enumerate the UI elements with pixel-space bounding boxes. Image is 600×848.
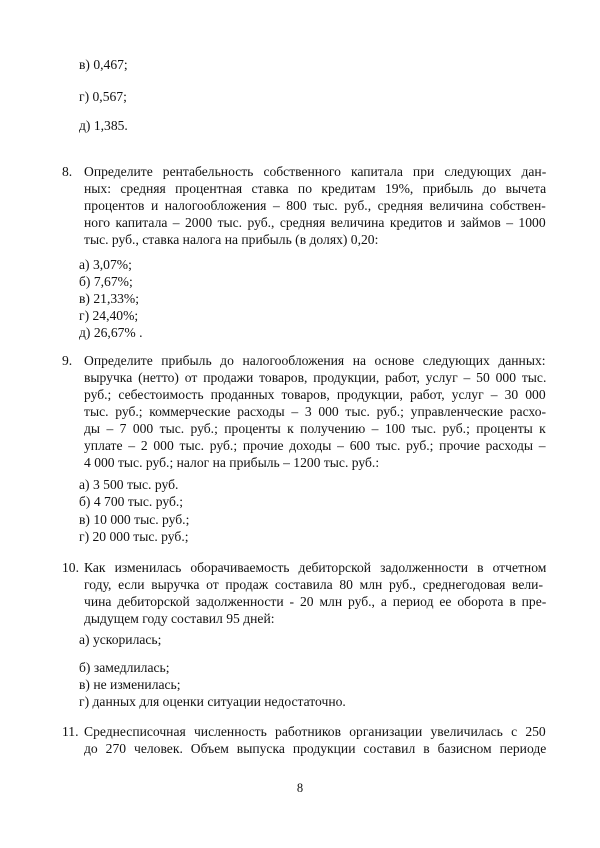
question-line: выручка (нетто) от продажи товаров, продукции, работ, услуг – 50 000 тыс. [84, 370, 547, 385]
answer-option: б) замедлилась; [79, 660, 170, 675]
question-line: до 270 человек. Объем выпуска продукции составил в базисном периоде [84, 741, 547, 756]
question-text [84, 559, 546, 627]
question-line: Среднесписочная численность работников организации увеличилась с 250 [84, 724, 546, 739]
question-number: 11. [62, 724, 79, 739]
answer-option: а) 3 500 тыс. руб. [79, 477, 179, 492]
answer-option: в) 21,33%; [79, 291, 140, 306]
answer-option: а) ускорилась; [79, 632, 162, 647]
question-text [84, 352, 546, 471]
answer-option: в) 0,467; [79, 57, 128, 72]
question-line: ного капитала – 2000 тыс. руб., средняя величина кредитов и займов – 1000 [84, 215, 546, 230]
question-number: 10. [62, 560, 79, 575]
question-line: тыс. руб., ставка налога на прибыль (в долях) 0,20: [84, 232, 379, 247]
question-line: дыдущем году составил 95 дней: [84, 611, 275, 626]
question-line: ды – 7 000 тыс. руб.; проценты к получению – 100 тыс. руб.; проценты к [84, 421, 546, 436]
answer-option: б) 7,67%; [79, 274, 133, 289]
answer-option: г) 0,567; [79, 89, 127, 104]
answer-option: в) 10 000 тыс. руб.; [79, 512, 190, 527]
answer-option: г) 20 000 тыс. руб.; [79, 529, 189, 544]
question-text [84, 723, 546, 757]
answer-option: г) 24,40%; [79, 308, 139, 323]
question-line: руб.; себестоимость проданных товаров, продукции, работ, услуг – 30 000 [84, 387, 546, 402]
question-line: ных: средняя процентная ставка по кредитам 19%, прибыль до вычета [84, 181, 547, 196]
question-line: Как изменилась оборачиваемость дебиторской задолженности в отчетном [84, 560, 547, 575]
question-line: Определите прибыль до налогообложения на основе следующих данных: [84, 353, 546, 368]
question-line: чина дебиторской задолженности - 20 млн руб., а период ее оборота в пре- [84, 594, 547, 609]
answer-option: д) 1,385. [79, 118, 128, 133]
page-number: 8 [296, 781, 304, 795]
answer-option: г) данных для оценки ситуации недостаточно. [79, 694, 346, 709]
question-line: тыс. руб.; коммерческие расходы – 3 000 тыс. руб.; управленческие расхо- [84, 404, 547, 419]
question-line: 4 000 тыс. руб.; налог на прибыль – 1200 тыс. руб.: [84, 455, 380, 470]
question-number: 9. [62, 353, 73, 368]
answer-option: б) 4 700 тыс. руб.; [79, 494, 184, 509]
question-line: Определите рентабельность собственного капитала при следующих дан- [84, 164, 547, 179]
answer-option: в) не изменилась; [79, 677, 181, 692]
answer-option: а) 3,07%; [79, 257, 132, 272]
answer-option: д) 26,67% . [79, 325, 143, 340]
question-line: процентов и налогообложения – 800 тыс. руб., средняя величина собствен- [84, 198, 546, 213]
question-line: году, если выручка от продаж составила 80 млн руб., среднегодовая вели- [84, 577, 543, 592]
question-line: уплате – 2 000 тыс. руб.; прочие доходы – 600 тыс. руб.; прочие расходы – [84, 438, 546, 453]
question-text [84, 163, 546, 248]
question-number: 8. [62, 164, 73, 179]
